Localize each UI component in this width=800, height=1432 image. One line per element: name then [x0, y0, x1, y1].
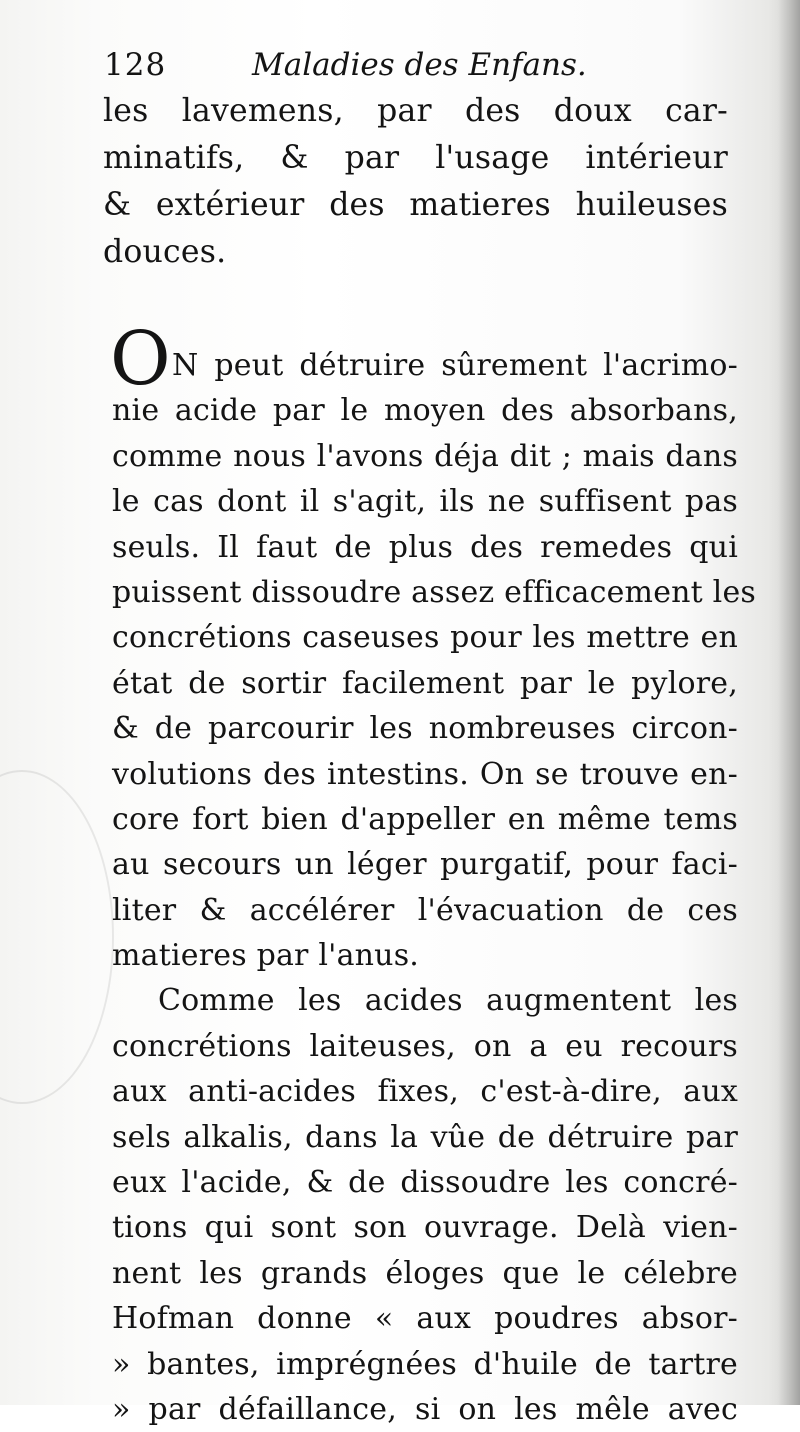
- text-line: volutions des intestins. On se trouve en-: [112, 756, 738, 792]
- text-line: & extérieur des matieres huileuses: [103, 187, 728, 223]
- text-line: concrétions caseuses pour les mettre en: [112, 620, 738, 656]
- text-line: état de sortir facilement par le pylore,: [112, 665, 738, 701]
- library-stamp-trace: [0, 770, 114, 1104]
- page-gutter-shadow: [778, 0, 800, 1405]
- main-text: [112, 343, 757, 1432]
- text-line: comme nous l'avons déja dit ; mais dans: [112, 438, 738, 474]
- text-line: Comme les acides augmentent les: [158, 983, 738, 1019]
- text-line: » bantes, imprégnées d'huile de tartre: [112, 1346, 738, 1382]
- text-line: le cas dont il s'agit, ils ne suffisent pas: [112, 484, 738, 520]
- paragraph-continued: [103, 88, 728, 276]
- text-line: les lavemens, par des doux car-: [103, 93, 728, 129]
- text-line: core fort bien d'appeller en même tems: [112, 801, 738, 837]
- text-line: Hofman donne « aux poudres absor-: [112, 1301, 738, 1337]
- text-line: nie acide par le moyen des absorbans,: [112, 393, 738, 429]
- text-line: & de parcourir les nombreuses circon-: [112, 711, 738, 747]
- text-line: matieres par l'anus.: [112, 938, 420, 974]
- text-line: minatifs, & par l'usage intérieur: [103, 140, 728, 176]
- text-line: eux l'acide, & de dissoudre les concré-: [112, 1165, 738, 1201]
- text-line: tions qui sont son ouvrage. Delà vien-: [112, 1210, 738, 1246]
- text-line: au secours un léger purgatif, pour faci-: [112, 847, 738, 883]
- text-line: nent les grands éloges que le célebre: [112, 1255, 738, 1291]
- text-line: aux anti-acides fixes, c'est-à-dire, aux: [112, 1074, 738, 1110]
- text-line: liter & accélérer l'évacuation de ces: [112, 892, 738, 928]
- text-line: N peut détruire sûrement l'acrimo-: [172, 348, 738, 383]
- page-number: 128: [104, 47, 167, 83]
- text-line: concrétions laiteuses, on a eu recours: [112, 1028, 738, 1064]
- text-line: » par défaillance, si on les mêle avec: [112, 1391, 738, 1427]
- text-line: puissent dissoudre assez efficacement les: [112, 574, 757, 610]
- text-line: douces.: [103, 234, 227, 270]
- running-head: [104, 40, 760, 90]
- text-line: seuls. Il faut de plus des remedes qui: [112, 529, 738, 565]
- text-line: sels alkalis, dans la vûe de détruire par: [112, 1119, 738, 1155]
- running-title: Maladies des Enfans.: [252, 47, 587, 83]
- drop-cap: O: [110, 316, 171, 402]
